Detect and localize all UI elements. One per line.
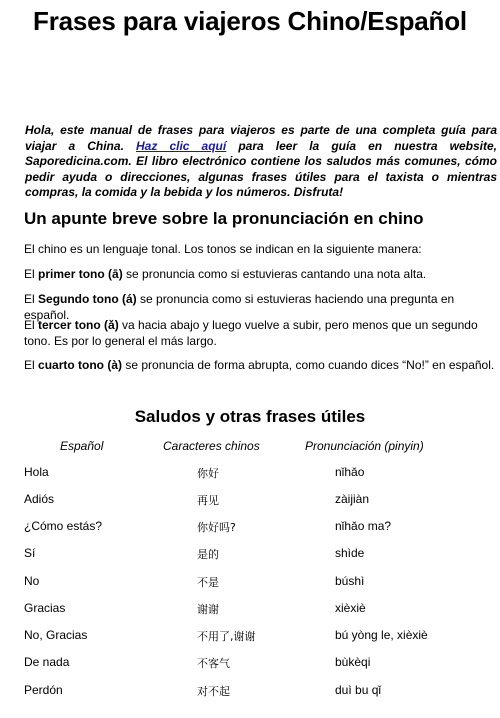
tone-first: El primer tono (ā) se pronuncia como si estuvieras cantando una nota alta.: [24, 267, 427, 281]
tonal-intro: El chino es un lenguaje tonal. Los tonos se indican en la siguiente manera:: [24, 242, 422, 256]
column-header-pinyin: Pronunciación (pinyin): [305, 439, 424, 453]
table-row: [0, 465, 500, 492]
pinyin-cell: shìde: [335, 546, 365, 560]
table-row: [0, 574, 500, 601]
greetings-heading: Saludos y otras frases útiles: [134, 407, 366, 426]
pinyin-cell: bùkèqi: [335, 655, 371, 669]
column-header-chinese: Caracteres chinos: [163, 439, 260, 453]
spanish-cell: De nada: [24, 655, 70, 669]
table-row: [0, 519, 500, 546]
intro-text-after: para leer la guía en nuestra website, Saporedicina.com. El libro electrónico contiene los saludos más comunes, cómo pedir ayuda o direcciones, algunas frases útiles para el taxista o mientras compras, la comida y la bebida y los números. Disfruta!: [25, 138, 497, 199]
pinyin-cell: nǐhǎo: [335, 465, 365, 479]
chinese-cell: 是的: [197, 548, 219, 561]
pinyin-cell: xièxiè: [335, 601, 366, 615]
table-row: [0, 601, 500, 628]
guide-link[interactable]: Haz clic aquí: [136, 138, 227, 153]
table-row: [0, 492, 500, 519]
chinese-cell: 对不起: [197, 685, 230, 698]
chinese-cell: 你好吗?: [197, 521, 236, 534]
tone-name: primer tono (ā): [38, 267, 123, 281]
chinese-cell: 不是: [197, 576, 219, 589]
intro-text-before: Hola, este manual de frases para viajeros es parte de una completa guía para viajar a China.: [25, 123, 497, 153]
tone-name: cuarto tono (à): [38, 358, 123, 372]
pinyin-cell: zàijiàn: [335, 492, 370, 506]
document-title: Frases para viajeros Chino/Español: [33, 6, 467, 36]
tone-fourth: El cuarto tono (à) se pronuncia de forma abrupta, como cuando dices “No!” en español.: [24, 358, 495, 372]
tone-name: Segundo tono (á): [38, 292, 137, 306]
pinyin-cell: búshì: [335, 574, 365, 588]
tone-third: El tercer tono (ǎ) va hacia abajo y luego vuelve a subir, pero menos que un segundo tono. Es por lo general el más largo.: [24, 318, 478, 348]
table-row: [0, 628, 500, 655]
chinese-cell: 你好: [197, 467, 219, 480]
spanish-cell: No, Gracias: [24, 628, 88, 642]
tone-name: tercer tono (ǎ): [38, 318, 119, 332]
column-header-spanish: Español: [60, 439, 104, 453]
spanish-cell: No: [24, 574, 40, 588]
spanish-cell: Perdón: [24, 683, 63, 697]
chinese-cell: 谢谢: [197, 603, 219, 616]
spanish-cell: Hola: [24, 465, 49, 479]
spanish-cell: Gracias: [24, 601, 66, 615]
intro-paragraph: [25, 123, 497, 201]
spanish-cell: Adiós: [24, 492, 55, 506]
spanish-cell: Sí: [24, 546, 36, 560]
pinyin-cell: duì bu qǐ: [335, 683, 382, 697]
spanish-cell: ¿Cómo estás?: [24, 519, 103, 533]
pinyin-cell: bú yòng le, xièxiè: [335, 628, 428, 642]
pronunciation-heading: Un apunte breve sobre la pronunciación en chino: [24, 209, 424, 228]
chinese-cell: 不客气: [197, 657, 230, 670]
table-row: [0, 683, 500, 710]
chinese-cell: 再见: [197, 494, 219, 507]
pinyin-cell: nǐhǎo ma?: [335, 519, 392, 533]
chinese-cell: 不用了,谢谢: [197, 630, 256, 643]
table-row: [0, 655, 500, 682]
table-row: [0, 546, 500, 573]
tone-second: El Segundo tono (á) se pronuncia como si estuvieras haciendo una pregunta en español.: [24, 292, 455, 322]
